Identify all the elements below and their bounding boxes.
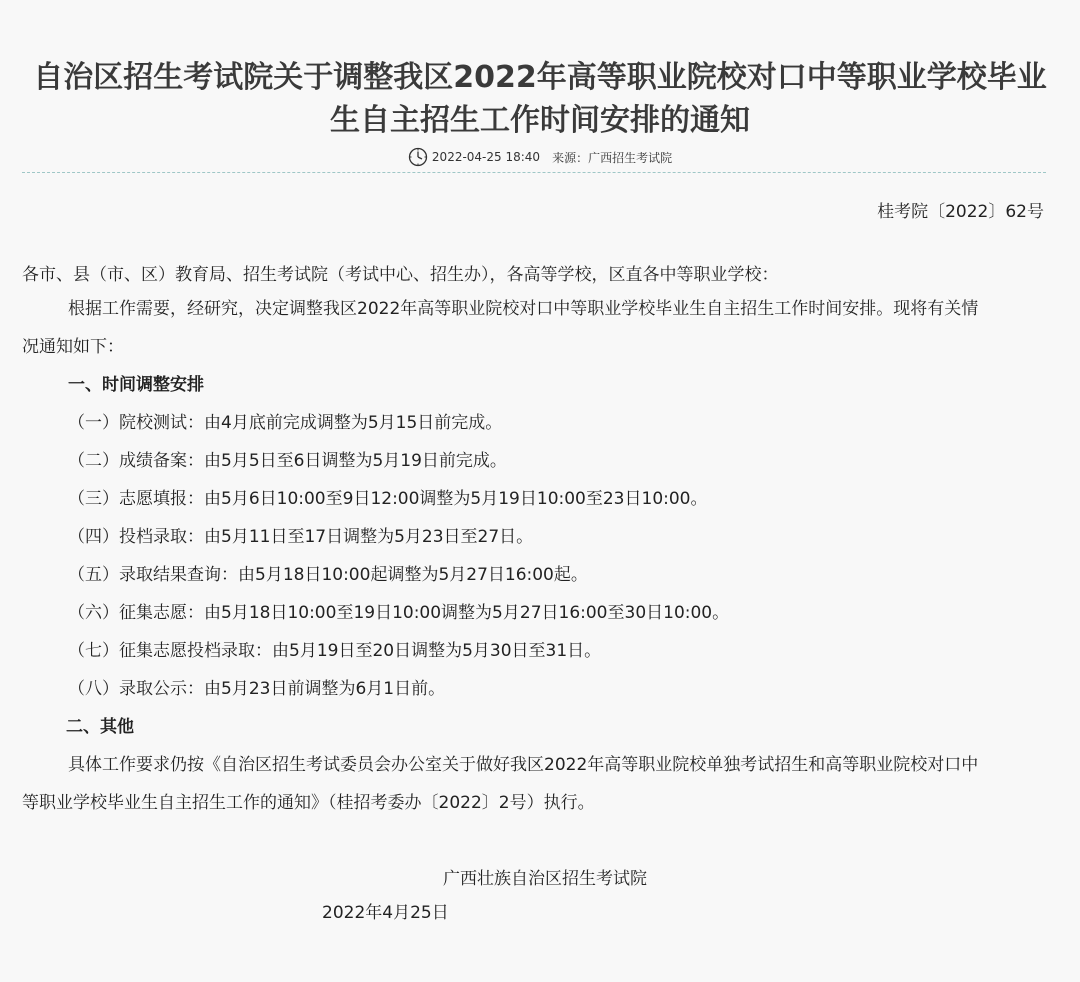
list-item: （八）录取公示：由5月23日前调整为6月1日前。 xyxy=(68,679,446,699)
title-line-2: 生自主招生工作时间安排的通知 xyxy=(330,103,750,138)
publish-datetime: 2022-04-25 18:40 xyxy=(431,150,541,164)
list-item: （五）录取结果查询：由5月18日10:00起调整为5月27日16:00起。 xyxy=(68,565,588,585)
list-item: （四）投档录取：由5月11日至17日调整为5月23日至27日。 xyxy=(68,527,534,547)
section-heading-other: 二、其他 xyxy=(66,717,134,737)
intro-paragraph-line-1: 根据工作需要，经研究，决定调整我区2022年高等职业院校对口中等职业学校毕业生自主招生工作时间安排。现将有关情 xyxy=(68,299,979,319)
header-divider xyxy=(22,172,1046,173)
list-item: （一）院校测试：由4月底前完成调整为5月15日前完成。 xyxy=(68,413,503,433)
section-heading-schedule: 一、时间调整安排 xyxy=(68,375,204,395)
signature-date: 2022年4月25日 xyxy=(322,903,449,923)
other-paragraph-line-1: 具体工作要求仍按《自治区招生考试委员会办公室关于做好我区2022年高等职业院校单独考试招生和高等职业院校对口中 xyxy=(68,755,979,775)
salutation: 各市、县（市、区）教育局、招生考试院（考试中心、招生办），各高等学校，区直各中等职业学校： xyxy=(22,265,779,285)
list-item: （二）成绩备案：由5月5日至6日调整为5月19日前完成。 xyxy=(68,451,507,471)
clock-icon xyxy=(408,147,428,167)
document-number: 桂考院〔2022〕62号 xyxy=(877,202,1044,222)
article-meta xyxy=(0,146,1080,168)
list-item: （三）志愿填报：由5月6日10:00至9日12:00调整为5月19日10:00至23日10:00。 xyxy=(68,489,708,509)
signature-organization: 广西壮族自治区招生考试院 xyxy=(443,869,647,889)
intro-paragraph-line-2: 况通知如下： xyxy=(22,337,124,357)
title-line-1: 自治区招生考试院关于调整我区2022年高等职业院校对口中等职业学校毕业 xyxy=(33,60,1047,95)
list-item: （六）征集志愿：由5月18日10:00至19日10:00调整为5月27日16:00至30日10:00。 xyxy=(68,603,730,623)
other-paragraph-line-2: 等职业学校毕业生自主招生工作的通知》（桂招考委办〔2022〕2号）执行。 xyxy=(22,793,595,813)
page-title xyxy=(20,56,1060,142)
source-label: 来源：广西招生考试院 xyxy=(552,150,673,165)
list-item: （七）征集志愿投档录取：由5月19日至20日调整为5月30日至31日。 xyxy=(68,641,602,661)
